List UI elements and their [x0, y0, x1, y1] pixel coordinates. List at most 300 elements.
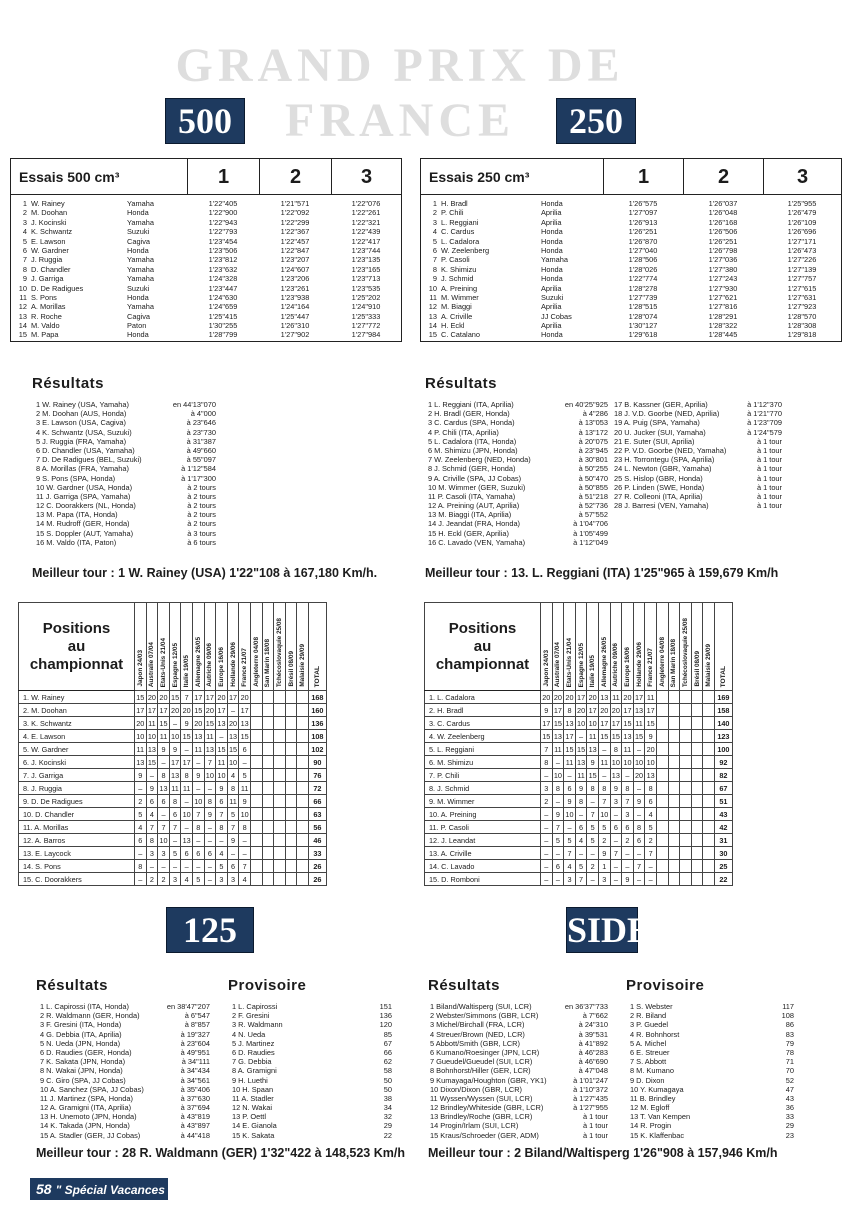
results-250-gap: à 1 tour	[756, 501, 782, 511]
q500-riders-cell: J. Garriga	[31, 274, 64, 284]
standings-side-row	[630, 1094, 794, 1103]
results-250-row	[614, 418, 782, 427]
results-250-entry: 9 A. Criville (SPA, JJ Cobas)	[428, 473, 522, 483]
standings-c250-heading	[425, 603, 541, 691]
standings-points: 15	[182, 731, 191, 741]
standings-points: 13	[182, 835, 191, 845]
q250-bikes-cell: JJ Cobas	[541, 311, 572, 321]
results-250-entry: 14 J. Jeandat (FRA, Honda)	[428, 519, 521, 529]
standings-points: 20	[217, 692, 226, 702]
gp-column-label: Australie 07/04	[148, 641, 156, 687]
standings-total: 43	[714, 808, 732, 821]
standings-points: 15	[228, 744, 238, 754]
standings-points: 6	[227, 860, 239, 873]
standings-125-entry: 9 H. Luethi	[232, 1075, 268, 1085]
q500-bikes-cell: Yamaha	[127, 264, 154, 274]
results-250-entry: 24 L. Newton (GBR, Yamaha)	[614, 464, 712, 474]
results-500-row	[36, 446, 216, 455]
qualifying-250-t2-col	[683, 199, 763, 340]
standings-heading-word: au	[67, 637, 86, 655]
results-125-gap: à 8"857	[184, 1020, 210, 1030]
standings-points: 7	[587, 808, 599, 821]
q500-pos-cell: 2	[22, 208, 27, 218]
standings-empty	[274, 782, 286, 795]
standings-side-title: Provisoire	[626, 977, 705, 994]
results-125-row	[40, 1131, 210, 1140]
standings-125-row	[232, 1039, 392, 1048]
standings-125-entry: 3 R. Waldmann	[232, 1020, 283, 1030]
results-250-gap: à 1'05"499	[573, 528, 608, 538]
results-250-gap: à 30"801	[578, 455, 608, 465]
standings-empty	[262, 808, 274, 821]
standings-points: 11	[564, 756, 576, 769]
standings-total: 66	[308, 795, 326, 808]
results-125-entry: 10 A. Sanchez (SPA, JJ Cobas)	[40, 1084, 144, 1094]
standings-empty	[691, 743, 703, 756]
q250-pos-cell: 13	[428, 311, 437, 321]
footer-banner	[30, 1178, 168, 1219]
standings-points: 17	[577, 692, 586, 702]
gp-column-label: Japon 24/03	[542, 650, 550, 687]
standings-rider: 1. L. Cadalora	[425, 691, 541, 704]
standings-side-gap: 78	[785, 1047, 794, 1057]
q250-t2-cell: 1'26"798	[708, 245, 738, 255]
results-side-entry: 3 Michel/Birchall (FRA, LCR)	[430, 1020, 525, 1030]
standings-empty	[680, 691, 692, 704]
standings-rider: 9. M. Wimmer	[425, 795, 541, 808]
q250-t3-cell: 1'27"171	[787, 236, 817, 246]
standings-points: 15	[194, 705, 203, 715]
q500-t3-cell: 1'25"333	[351, 311, 381, 321]
standings-side-entry: 15 K. Klaffenbac	[630, 1130, 685, 1140]
results-250-row	[428, 400, 608, 409]
results-250-entry: 19 A. Puig (SPA, Yamaha)	[614, 418, 700, 428]
qualifying-250-col-2: 2	[683, 159, 763, 194]
standings-empty	[250, 704, 262, 717]
q250-t1-cell: 1'22"774	[628, 274, 658, 284]
q500-t2-cell: 1'24"164	[280, 302, 310, 312]
standings-empty	[250, 808, 262, 821]
standings-125-list	[232, 1002, 392, 1140]
standings-rider: 4. W. Zeelenberg	[425, 730, 541, 743]
standings-points: 15	[136, 692, 145, 702]
standings-points: 17	[205, 692, 214, 702]
standings-points: –	[216, 834, 228, 847]
standings-empty	[297, 691, 309, 704]
standings-total: 26	[308, 873, 326, 886]
results-500-entry: 14 M. Rudroff (GER, Honda)	[36, 519, 130, 529]
standings-points: –	[204, 873, 216, 886]
standings-total: 56	[308, 821, 326, 834]
results-125-row	[40, 1030, 210, 1039]
standings-points: 9	[610, 782, 622, 795]
standings-empty	[297, 717, 309, 730]
results-side-gap: à 1'27"435	[573, 1093, 608, 1103]
standings-empty	[297, 873, 309, 886]
standings-points: 9	[575, 782, 587, 795]
results-500-entry: 5 J. Ruggia (FRA, Yamaha)	[36, 436, 127, 446]
standings-empty	[274, 821, 286, 834]
q500-bikes-cell: Cagiva	[127, 311, 151, 321]
results-125-gap: à 19"327	[180, 1029, 210, 1039]
q500-t3-cell: 1'24"910	[351, 302, 381, 312]
standings-125-entry: 8 A. Gramigni	[232, 1066, 277, 1076]
results-500-gap: à 6 tours	[187, 537, 216, 547]
standings-points: 8	[181, 769, 193, 782]
q500-t3-cell: 1'23"135	[351, 255, 381, 265]
standings-row	[425, 782, 733, 795]
standings-points: 8	[622, 782, 634, 795]
gp-column-label: Italie 19/05	[183, 654, 191, 687]
standings-row	[19, 847, 327, 860]
q500-riders-cell: D. Chandler	[31, 264, 71, 274]
standings-points: 6	[645, 795, 657, 808]
standings-points: 3	[541, 782, 553, 795]
standings-rider: 5. L. Reggiani	[425, 743, 541, 756]
standings-points: 20	[565, 692, 574, 702]
q500-t1-cell: 1'22"405	[208, 199, 238, 208]
q250-riders-cell: C. Cardus	[441, 227, 475, 237]
standings-empty	[274, 795, 286, 808]
standings-points: –	[541, 808, 553, 821]
results-side-entry: 12 Brindley/Whiteside (GBR, LCR)	[430, 1103, 544, 1113]
q250-t3-cell: 1'27"757	[787, 274, 817, 284]
results-500-entry: 12 C. Doorakkers (NL, Honda)	[36, 501, 136, 511]
standings-empty	[250, 782, 262, 795]
standings-empty	[680, 834, 692, 847]
results-500-entry: 6 D. Chandler (USA, Yamaha)	[36, 445, 135, 455]
results-side-best-lap: Meilleur tour : 2 Biland/Waltisperg 1'26"908 à 157,946 Km/h	[428, 1146, 778, 1160]
standings-points: 7	[645, 847, 657, 860]
q250-t3-cell: 1'26"479	[787, 208, 817, 218]
standings-rider: 4. E. Lawson	[19, 730, 135, 743]
gp-column-header	[541, 603, 553, 691]
standings-rider: 12. A. Barros	[19, 834, 135, 847]
results-250-entry: 22 P. V.D. Goorbe (NED, Yamaha)	[614, 445, 727, 455]
qualifying-500-title: Essais 500 cm³	[19, 168, 120, 185]
gp-column-header	[610, 603, 622, 691]
standings-empty	[668, 808, 680, 821]
results-250-entry: 2 H. Bradl (GER, Honda)	[428, 409, 510, 419]
results-side-gap: à 1'10"372	[573, 1084, 608, 1094]
results-250-gap: à 1 tour	[756, 491, 782, 501]
standings-row	[19, 730, 327, 743]
results-500-entry: 7 D. De Radigues (BEL, Suzuki)	[36, 455, 142, 465]
standings-points: 13	[240, 718, 249, 728]
standings-empty	[656, 847, 668, 860]
standings-total: 67	[714, 782, 732, 795]
results-250-entry: 26 P. Linden (SWE, Honda)	[614, 482, 705, 492]
standings-c500-heading	[19, 603, 135, 691]
standings-points: 10	[171, 731, 180, 741]
q500-riders-cell: M. Doohan	[31, 208, 68, 218]
standings-points: 3	[610, 795, 622, 808]
total-column-header	[308, 603, 326, 691]
gp-column-label: Autriche 09/06	[612, 643, 620, 687]
standings-points: 10	[646, 757, 655, 767]
q500-t2-cell: 1'22"367	[280, 227, 310, 237]
standings-points: 11	[146, 717, 158, 730]
standings-125-entry: 1 L. Capirossi	[232, 1002, 278, 1011]
results-125-entry: 15 A. Stadler (GER, JJ Cobas)	[40, 1130, 141, 1140]
results-side-row	[430, 1103, 608, 1112]
standings-empty	[285, 821, 297, 834]
standings-row	[425, 691, 733, 704]
results-side-gap: à 1 tour	[582, 1121, 608, 1131]
standings-empty	[680, 730, 692, 743]
gp-column-header	[169, 603, 181, 691]
q500-bikes-cell: Honda	[127, 208, 149, 218]
gp-column-label: Autriche 09/06	[206, 643, 214, 687]
standings-points: 6	[135, 834, 147, 847]
standings-points: 20	[646, 744, 655, 754]
q250-t1-cell: 1'26"870	[628, 236, 658, 246]
standings-125-entry: 12 N. Wakai	[232, 1103, 272, 1113]
standings-points: 5	[216, 860, 228, 873]
q250-bikes-cell: Honda	[541, 330, 563, 340]
qualifying-500-t3-col	[331, 199, 401, 340]
results-250-gap: à 13"172	[578, 427, 608, 437]
q500-riders-cell: D. De Radigues	[31, 283, 84, 293]
q250-t2-cell: 1'27"816	[708, 302, 738, 312]
standings-empty	[691, 730, 703, 743]
results-500-row	[36, 464, 216, 473]
standings-total: 22	[714, 873, 732, 886]
gp-column-label: Etats-Unis 21/04	[565, 637, 573, 687]
standings-total: 42	[714, 821, 732, 834]
standings-points: 5	[169, 847, 181, 860]
standings-points: 20	[205, 705, 214, 715]
results-500-gap: à 49"660	[186, 445, 216, 455]
standings-side-entry: 1 S. Webster	[630, 1002, 673, 1011]
total-column-label: TOTAL	[313, 665, 321, 687]
standings-125-gap: 32	[383, 1112, 392, 1122]
standings-empty	[262, 730, 274, 743]
standings-125-row	[232, 1094, 392, 1103]
q500-t2-cell: 1'23"206	[280, 274, 310, 284]
standings-points: –	[575, 730, 587, 743]
standings-points: –	[587, 847, 599, 860]
standings-empty	[274, 717, 286, 730]
gp-column-label: Italie 19/05	[589, 654, 597, 687]
standings-125-row	[232, 1103, 392, 1112]
q500-t1-cell: 1'23"506	[208, 245, 238, 255]
standings-empty	[285, 795, 297, 808]
results-500-entry: 10 W. Gardner (USA, Honda)	[36, 482, 133, 492]
standings-points: 13	[600, 692, 609, 702]
standings-points: 7	[633, 860, 645, 873]
q500-bikes-cell: Suzuki	[127, 227, 150, 237]
results-250-row	[428, 501, 608, 510]
qualifying-250-rider-col	[441, 199, 541, 340]
standings-points: 10	[147, 731, 156, 741]
results-125-row	[40, 1076, 210, 1085]
results-125-entry: 2 R. Waldmann (GER, Honda)	[40, 1011, 140, 1021]
standings-row	[425, 847, 733, 860]
class-250-badge	[556, 98, 636, 144]
results-125-gap: à 44"418	[180, 1130, 210, 1140]
q250-pos-cell: 12	[428, 302, 437, 312]
class-250-label: 250	[569, 101, 623, 141]
results-125-entry: 3 F. Gresini (ITA, Honda)	[40, 1020, 122, 1030]
q500-t2-cell: 1'23"938	[280, 292, 310, 302]
q250-pos-cell: 3	[432, 217, 437, 227]
standings-empty	[285, 743, 297, 756]
results-side-entry: 8 Bohnhorst/Hiller (GER, LCR)	[430, 1066, 531, 1076]
results-250-entry: 15 H. Eckl (GER, Aprilia)	[428, 528, 509, 538]
q500-riders-cell: M. Valdo	[31, 321, 60, 331]
standings-points: 20	[159, 692, 168, 702]
standings-points: 13	[623, 731, 632, 741]
standings-total: 102	[308, 743, 326, 756]
standings-points: 7	[169, 821, 181, 834]
results-250-list-left	[428, 400, 608, 547]
results-125-row	[40, 1094, 210, 1103]
results-250-row	[614, 483, 782, 492]
standings-empty	[274, 769, 286, 782]
q250-bikes-cell: Honda	[541, 274, 563, 284]
standings-total: 82	[714, 769, 732, 782]
results-side-row	[430, 1085, 608, 1094]
standings-empty	[656, 860, 668, 873]
standings-empty	[680, 808, 692, 821]
qualifying-250-table	[420, 158, 842, 342]
standings-empty	[285, 769, 297, 782]
standings-points: 7	[216, 808, 228, 821]
results-side-row	[430, 1020, 608, 1029]
standings-points: –	[216, 730, 228, 743]
gp-column-header	[587, 603, 599, 691]
standings-side-entry: 8 M. Kumano	[630, 1066, 674, 1076]
results-250-gap: à 1'24"579	[747, 427, 782, 437]
results-125-entry: 11 J. Martinez (SPA, Honda)	[40, 1093, 133, 1103]
standings-points: –	[181, 860, 193, 873]
standings-row	[19, 808, 327, 821]
results-250-entry: 17 B. Kassner (GER, Aprilia)	[614, 400, 708, 409]
standings-points: 3	[564, 873, 576, 886]
standings-rider: 3. C. Cardus	[425, 717, 541, 730]
results-250-gap: à 1'23"709	[747, 418, 782, 428]
standings-points: 5	[227, 808, 239, 821]
gp-column-label: Tchécoslovaquie 25/08	[681, 617, 689, 687]
standings-empty	[680, 782, 692, 795]
results-250-entry: 18 J. V.D. Goorbe (NED, Aprilia)	[614, 409, 720, 419]
standings-points: 4	[181, 873, 193, 886]
standings-total: 100	[714, 743, 732, 756]
results-500-list	[36, 400, 216, 547]
q500-t3-cell: 1'25"202	[351, 292, 381, 302]
qualifying-500-col-3: 3	[331, 159, 401, 194]
results-125-row	[40, 1011, 210, 1020]
standings-rider: 6. J. Kocinski	[19, 756, 135, 769]
q250-t3-cell: 1'27"139	[787, 264, 817, 274]
standings-points: 13	[171, 770, 180, 780]
standings-125-gap: 22	[383, 1130, 392, 1140]
standings-row	[425, 795, 733, 808]
standings-points: –	[239, 834, 251, 847]
standings-empty	[262, 795, 274, 808]
standings-125-gap: 85	[383, 1029, 392, 1039]
standings-side-entry: 14 R. Progin	[630, 1121, 672, 1131]
results-500-gap: à 1'12"584	[181, 464, 216, 474]
qualifying-250-t3-col	[763, 199, 841, 340]
standings-side-gap: 86	[785, 1020, 794, 1030]
q500-riders-cell: R. Roche	[31, 311, 62, 321]
standings-empty	[274, 860, 286, 873]
standings-empty	[656, 691, 668, 704]
qualifying-500-pos-col	[11, 199, 31, 340]
q500-t2-cell: 1'25"447	[280, 311, 310, 321]
q250-pos-cell: 9	[432, 274, 437, 284]
standings-empty	[285, 834, 297, 847]
q500-t3-cell: 1'22"439	[351, 227, 381, 237]
gp-column-header	[703, 603, 715, 691]
results-250-gap: à 57"552	[578, 510, 608, 520]
standings-empty	[297, 730, 309, 743]
standings-row	[19, 821, 327, 834]
standings-points: 2	[598, 834, 610, 847]
class-side-badge	[566, 907, 652, 953]
results-250-row	[614, 428, 782, 437]
standings-points: 17	[588, 705, 597, 715]
results-500-gap: à 23"646	[186, 418, 216, 428]
page-title: GRAND PRIX DE FRANCE	[175, 39, 625, 147]
standings-points: 17	[194, 692, 203, 702]
q500-t2-cell: 1'23"207	[280, 255, 310, 265]
standings-empty	[703, 834, 715, 847]
standings-empty	[297, 769, 309, 782]
standings-points: 11	[633, 717, 645, 730]
standings-empty	[703, 808, 715, 821]
standings-points: 10	[588, 718, 597, 728]
results-500-entry: 11 J. Garriga (SPA, Yamaha)	[36, 491, 131, 501]
results-250-entry: 27 R. Colleoni (ITA, Aprilia)	[614, 491, 703, 501]
results-125-gap: à 34"561	[180, 1075, 210, 1085]
standings-points: –	[227, 847, 239, 860]
qualifying-250-pos-col	[421, 199, 441, 340]
results-250-entry: 7 W. Zeelenberg (NED, Honda)	[428, 455, 531, 465]
standings-empty	[691, 808, 703, 821]
results-side-gap: à 47"048	[578, 1066, 608, 1076]
q250-bikes-cell: Honda	[541, 245, 563, 255]
q250-bikes-cell: Aprilia	[541, 302, 562, 312]
q250-t1-cell: 1'28"515	[628, 302, 658, 312]
standings-points: 17	[159, 705, 168, 715]
standings-total: 169	[714, 691, 732, 704]
standings-points: –	[192, 782, 204, 795]
q250-riders-cell: L. Reggiani	[441, 217, 479, 227]
standings-empty	[297, 834, 309, 847]
q500-t1-cell: 1'24"630	[208, 292, 238, 302]
standings-125-row	[232, 1011, 392, 1020]
standings-empty	[680, 873, 692, 886]
standings-empty	[262, 782, 274, 795]
standings-empty	[668, 873, 680, 886]
standings-500-table	[18, 602, 327, 886]
q250-t1-cell: 1'28"506	[628, 255, 658, 265]
results-500-gap: à 2 tours	[187, 510, 216, 520]
q250-bikes-cell: Honda	[541, 227, 563, 237]
results-side-row	[430, 1094, 608, 1103]
standings-points: 7	[552, 821, 564, 834]
q250-pos-cell: 11	[429, 292, 437, 302]
q250-pos-cell: 10	[428, 283, 437, 293]
standings-side-row	[630, 1039, 794, 1048]
standings-points: 3	[146, 847, 158, 860]
standings-points: 11	[181, 782, 193, 795]
q250-t2-cell: 1'26"506	[708, 227, 738, 237]
q500-pos-cell: 14	[18, 321, 27, 331]
